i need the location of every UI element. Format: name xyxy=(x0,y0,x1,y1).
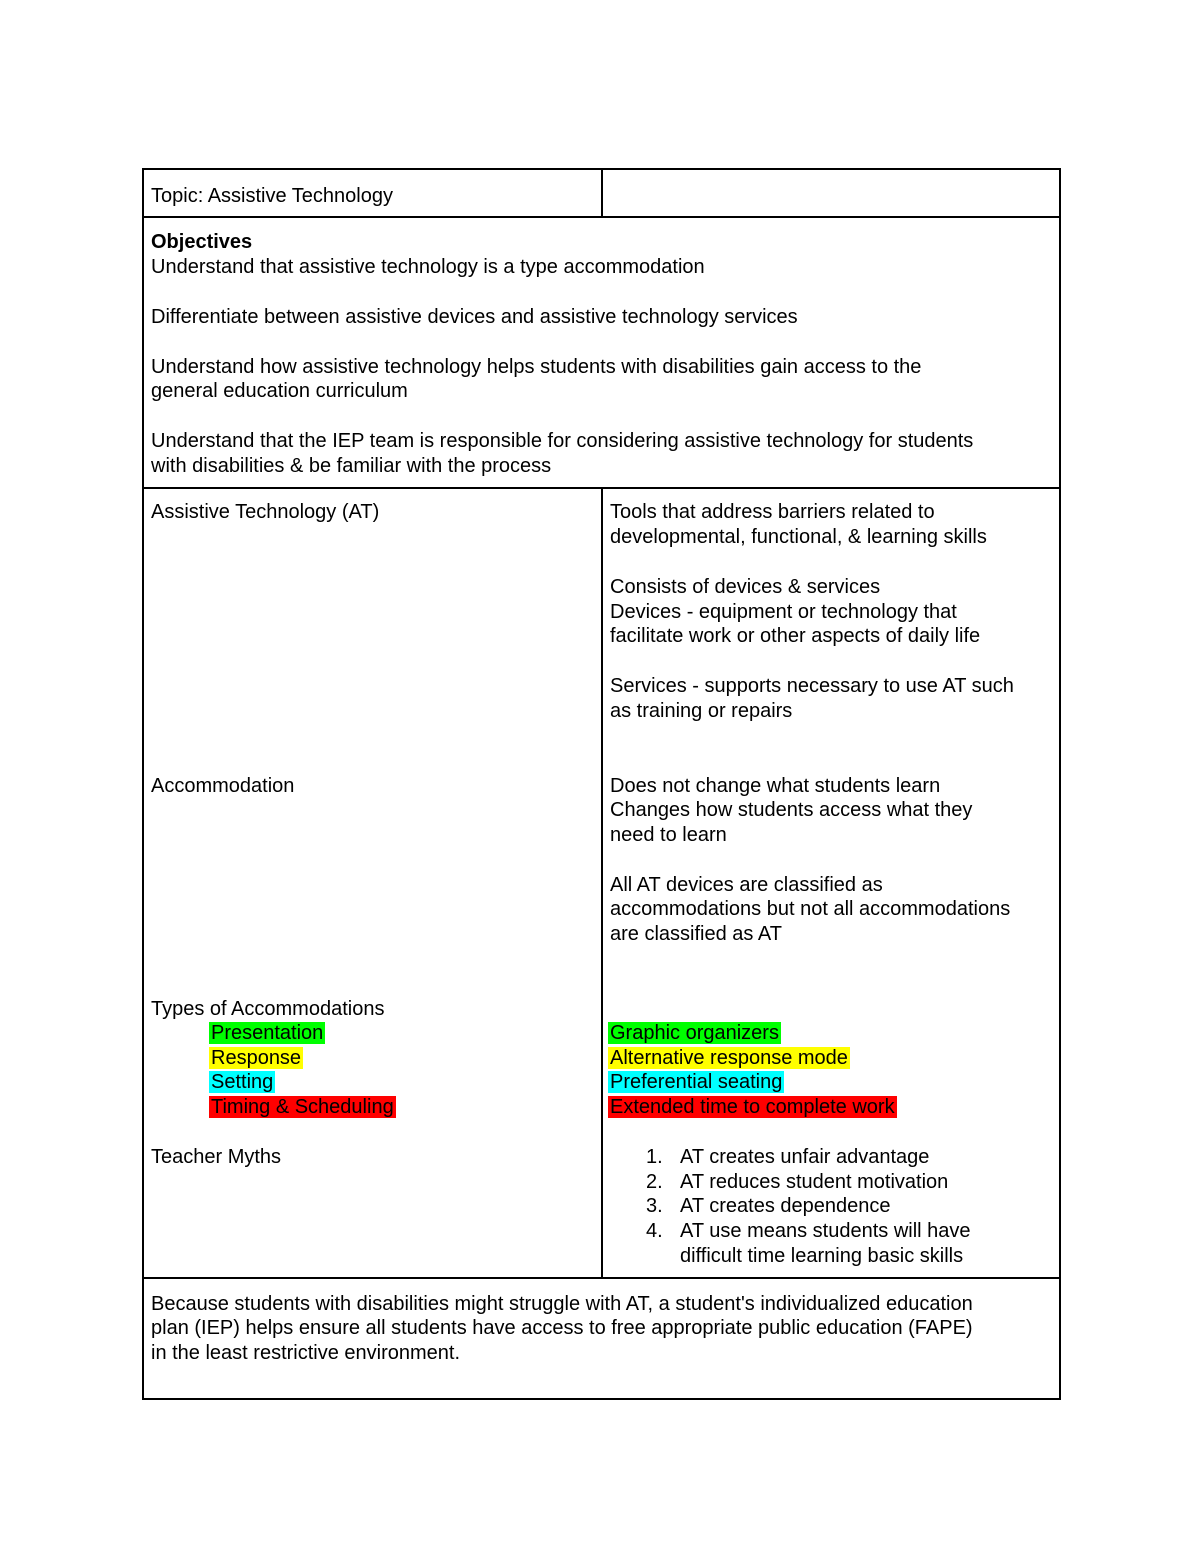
highlight-yellow: Alternative response mode xyxy=(610,1047,848,1069)
at-note-2: developmental, functional, & learning skills xyxy=(610,526,987,548)
myth-3: AT creates dependence xyxy=(680,1195,891,1217)
summary-line-2: plan (IEP) helps ensure all students have access to free appropriate public education (FAPE) xyxy=(151,1317,973,1339)
header-divider xyxy=(601,170,603,218)
type-timing-scheduling xyxy=(211,1095,396,1120)
myth-number-4: 4. xyxy=(646,1220,663,1242)
type-response xyxy=(211,1046,303,1071)
example-extended-time xyxy=(610,1095,897,1120)
objective-3-line-2: general education curriculum xyxy=(151,380,408,402)
acc-note-6: are classified as AT xyxy=(610,923,782,945)
at-note-6: Services - supports necessary to use AT such xyxy=(610,675,1014,697)
myth-4-line-1: AT use means students will have xyxy=(680,1220,971,1242)
acc-note-1: Does not change what students learn xyxy=(610,775,941,797)
objective-3-line-1: Understand how assistive technology helps students with disabilities gain access to the xyxy=(151,356,922,378)
highlight-cyan: Preferential seating xyxy=(610,1071,783,1093)
summary-rule xyxy=(144,1277,1059,1279)
myth-4-line-2: difficult time learning basic skills xyxy=(680,1245,964,1267)
acc-note-2: Changes how students access what they xyxy=(610,799,973,821)
objective-4-line-1: Understand that the IEP team is responsible for considering assistive technology for students xyxy=(151,430,974,452)
header-rule xyxy=(144,216,1059,218)
acc-note-5: accommodations but not all accommodations xyxy=(610,898,1011,920)
example-graphic-organizers xyxy=(610,1021,781,1046)
objectives-heading: Objectives xyxy=(151,231,253,253)
highlight-green: Graphic organizers xyxy=(610,1022,779,1044)
myth-number-2: 2. xyxy=(646,1171,663,1193)
at-note-3: Consists of devices & services xyxy=(610,576,881,598)
type-presentation xyxy=(211,1021,325,1046)
acc-note-3: need to learn xyxy=(610,824,727,846)
objective-1: Understand that assistive technology is a type accommodation xyxy=(151,256,705,278)
objective-2: Differentiate between assistive devices and assistive technology services xyxy=(151,306,798,328)
cue-accommodation: Accommodation xyxy=(151,775,295,797)
summary-line-3: in the least restrictive environment. xyxy=(151,1342,461,1364)
highlight-red: Extended time to complete work xyxy=(610,1096,895,1118)
cornell-notes-table xyxy=(142,168,1061,1400)
highlight-yellow: Response xyxy=(211,1047,302,1069)
notes-divider xyxy=(601,487,603,1279)
at-note-1: Tools that address barriers related to xyxy=(610,501,935,523)
at-note-5: facilitate work or other aspects of daily life xyxy=(610,625,981,647)
highlight-red: Timing & Scheduling xyxy=(211,1096,394,1118)
highlight-cyan: Setting xyxy=(211,1071,274,1093)
myth-number-3: 3. xyxy=(646,1195,663,1217)
cue-types-of-accommodations: Types of Accommodations xyxy=(151,998,385,1020)
highlight-green: Presentation xyxy=(211,1022,324,1044)
example-alternative-response xyxy=(610,1046,850,1071)
myth-2: AT reduces student motivation xyxy=(680,1171,949,1193)
myth-1: AT creates unfair advantage xyxy=(680,1146,930,1168)
at-note-4: Devices - equipment or technology that xyxy=(610,601,957,623)
example-preferential-seating xyxy=(610,1070,784,1095)
objective-4-line-2: with disabilities & be familiar with the process xyxy=(151,455,552,477)
acc-note-4: All AT devices are classified as xyxy=(610,874,883,896)
myth-number-1: 1. xyxy=(646,1146,663,1168)
at-note-7: as training or repairs xyxy=(610,700,793,722)
summary-line-1: Because students with disabilities might struggle with AT, a student's individualized education xyxy=(151,1293,973,1315)
cue-assistive-technology: Assistive Technology (AT) xyxy=(151,501,380,523)
type-setting xyxy=(211,1070,275,1095)
cue-teacher-myths: Teacher Myths xyxy=(151,1146,282,1168)
topic-title: Topic: Assistive Technology xyxy=(151,185,393,207)
